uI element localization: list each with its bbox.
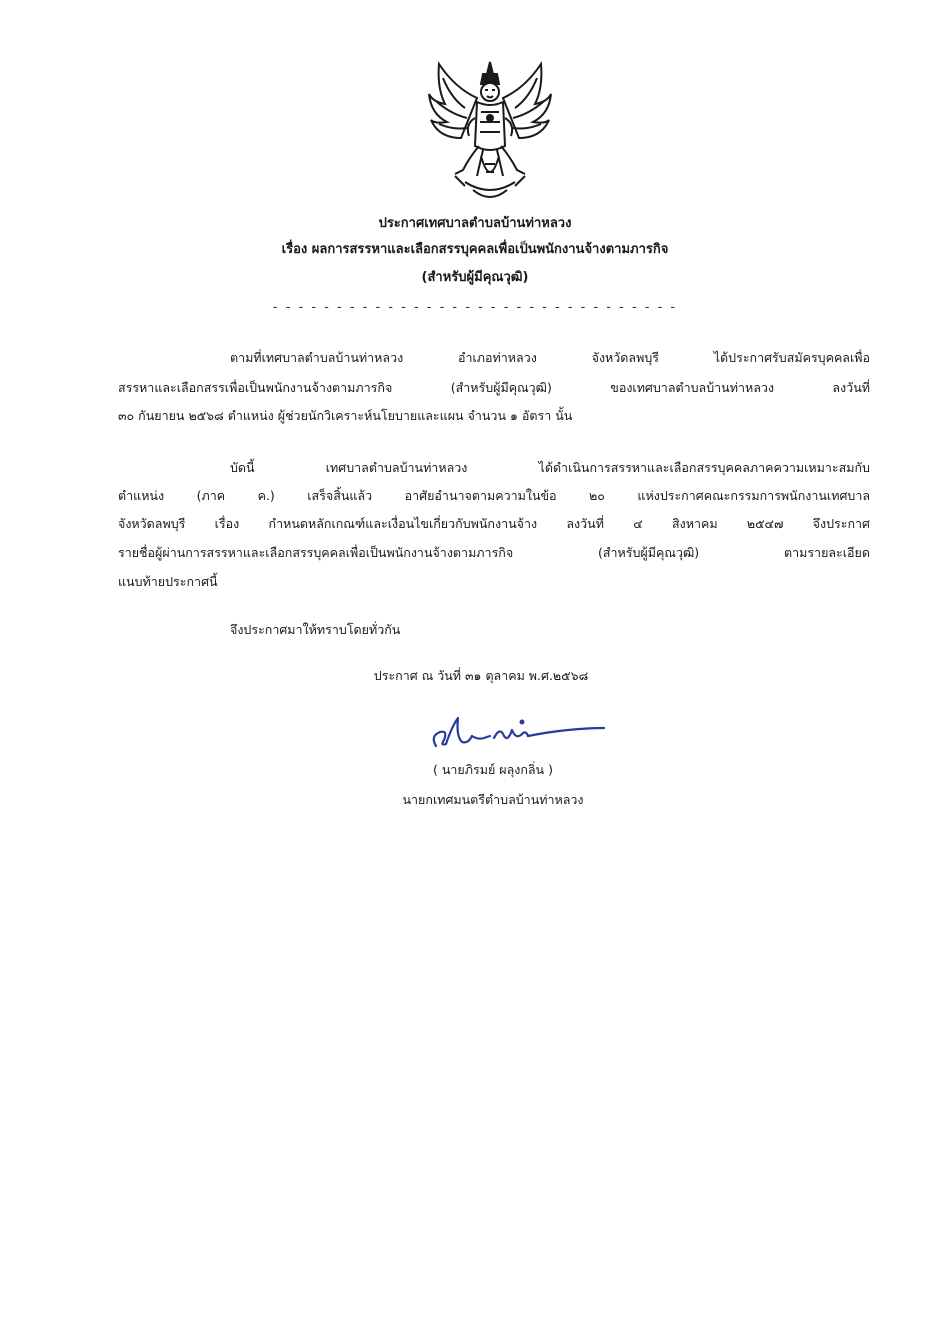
signatory-name: ( นายภิรมย์ ผลุงกลิ่น ): [433, 762, 553, 777]
paragraph-2-line-5: แนบท้ายประกาศนี้: [118, 574, 218, 589]
announcement-date: ประกาศ ณ วันที่ ๓๑ ตุลาคม พ.ศ.๒๕๖๘: [373, 668, 589, 683]
paragraph-1-line-2: สรรหาและเลือกสรรเพื่อเป็นพนักงานจ้างตามภารกิจ (สำหรับผู้มีคุณวุฒิ) ของเทศบาลตำบลบ้านท่าหลวง ลงวันที่: [118, 380, 870, 395]
garuda-emblem-icon: [425, 58, 555, 208]
paragraph-2-line-4: รายชื่อผู้ผ่านการสรรหาและเลือกสรรบุคคลเพื่อเป็นพนักงานจ้างตามภารกิจ (สำหรับผู้มีคุณวุฒิ) ตามรายละเอียด: [118, 545, 870, 560]
signatory-title: นายกเทศมนตรีตำบลบ้านท่าหลวง: [402, 792, 584, 807]
paragraph-1-line-1: ตามที่เทศบาลตำบลบ้านท่าหลวง อำเภอท่าหลวง จังหวัดลพบุรี ได้ประกาศรับสมัครบุคคลเพื่อ: [230, 350, 870, 365]
handwritten-signature: [428, 706, 608, 756]
announcement-qualifier: (สำหรับผู้มีคุณวุฒิ): [421, 270, 529, 285]
announcement-subject: เรื่อง ผลการสรรหาและเลือกสรรบุคคลเพื่อเป็นพนักงานจ้างตามภารกิจ: [281, 242, 669, 257]
paragraph-2-line-3: จังหวัดลพบุรี เรื่อง กำหนดหลักเกณฑ์และเงื่อนไขเกี่ยวกับพนักงานจ้าง ลงวันที่ ๔ สิงหาคม ๒๕๔๗ จึงประกาศ: [118, 516, 870, 531]
paragraph-2-line-2: ตำแหน่ง (ภาค ค.) เสร็จสิ้นแล้ว อาศัยอำนาจตามความในข้อ ๒๐ แห่งประกาศคณะกรรมการพนักงานเทศบาล: [118, 488, 870, 503]
paragraph-1-line-3: ๓๐ กันยายน ๒๕๖๘ ตำแหน่ง ผู้ช่วยนักวิเคราะห์นโยบายและแผน จำนวน ๑ อัตรา นั้น: [118, 408, 573, 423]
paragraph-2-line-1: บัดนี้ เทศบาลตำบลบ้านท่าหลวง ได้ดำเนินการสรรหาและเลือกสรรบุคคลภาคความเหมาะสมกับ: [230, 460, 870, 475]
closing-statement: จึงประกาศมาให้ทราบโดยทั่วกัน: [230, 622, 401, 637]
announcement-issuer: ประกาศเทศบาลตำบลบ้านท่าหลวง: [378, 216, 572, 231]
header-divider: - - - - - - - - - - - - - - - - - - - - - - - - - - - - - - - -: [272, 300, 678, 315]
